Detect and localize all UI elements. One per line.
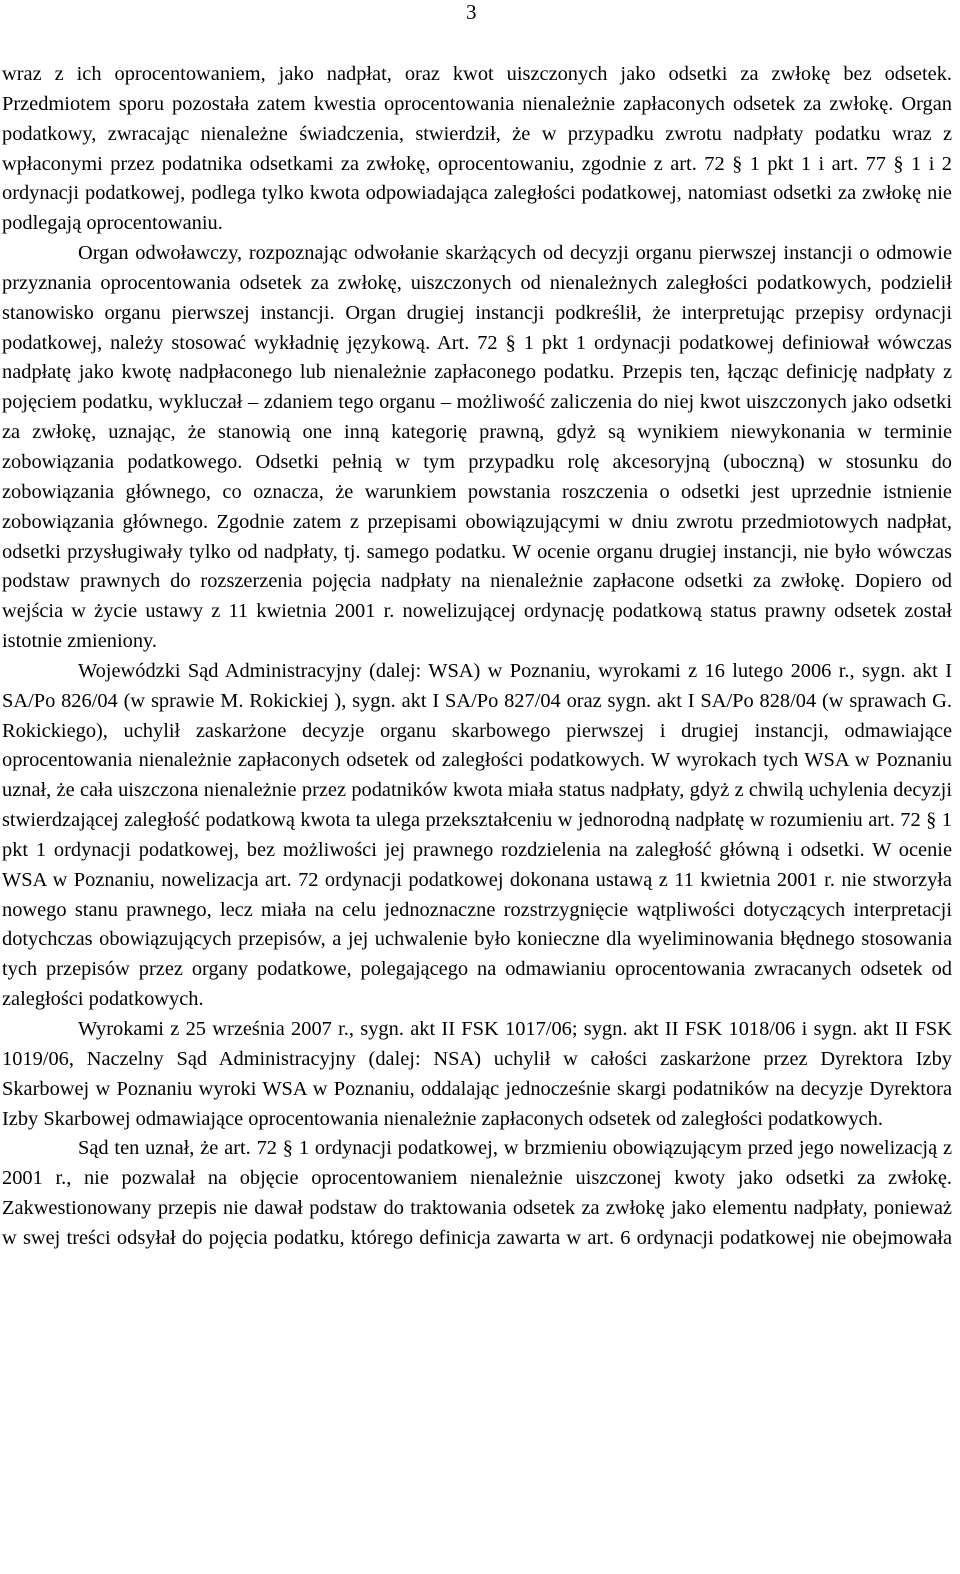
paragraph-5: Sąd ten uznał, że art. 72 § 1 ordynacji podatkowej, w brzmieniu obowiązującym przed jego nowelizacją z 2001 r., nie pozwalał na objęcie oprocentowaniem nienależnie uiszczonej kwoty jako odsetki za zwłokę. Zakwestionowany przepis nie dawał podstaw do traktowania odsetek za zwłokę jako elementu nadpłaty, ponieważ w swej treści odsyłał do pojęcia podatku, którego definicja zawarta w art. 6 ordynacji podatkowej nie obejmowała [2, 1137, 952, 1249]
paragraph-4: Wyrokami z 25 września 2007 r., sygn. akt II FSK 1017/06; sygn. akt II FSK 1018/06 i sygn. akt II FSK 1019/06, Naczelny Sąd Administracyjny (dalej: NSA) uchylił w całości zaskarżone przez Dyrektora Izby Skarbowej w Poznaniu wyroki WSA w Poznaniu, oddalając jednocześnie skargi podatników na decyzje Dyrektora Izby Skarbowej odmawiające oprocentowania nienależnie zapłaconych odsetek od zaległości podatkowych. [2, 1018, 952, 1130]
document-body [2, 60, 952, 1254]
paragraph-1: wraz z ich oprocentowaniem, jako nadpłat, oraz kwot uiszczonych jako odsetki za zwłokę bez odsetek. Przedmiotem sporu pozostała zatem kwestia oprocentowania nienależnie zapłaconych odsetek za zwłokę. Organ podatkowy, zwracając nienależne świadczenia, stwierdził, że w przypadku zwrotu nadpłaty podatku wraz z wpłaconymi przez podatnika odsetkami za zwłokę, oprocentowaniu, zgodnie z art. 72 § 1 pkt 1 i art. 77 § 1 i 2 ordynacji podatkowej, podlega tylko kwota odpowiadająca zaległości podatkowej, natomiast odsetki za zwłokę nie podlegają oprocentowaniu. [2, 63, 952, 235]
page-number: 3 [466, 0, 477, 24]
paragraph-2: Organ odwoławczy, rozpoznając odwołanie skarżących od decyzji organu pierwszej instancji o odmowie przyznania oprocentowania odsetek za zwłokę, uiszczonych od nienależnych zaległości podatkowych, podzielił stanowisko organu pierwszej instancji. Organ drugiej instancji podkreślił, że interpretując przepisy ordynacji podatkowej, należy stosować wykładnię językową. Art. 72 § 1 pkt 1 ordynacji podatkowej definiował wówczas nadpłatę jako kwotę nadpłaconego lub nienależnie zapłaconego podatku. Przepis ten, łącząc definicję nadpłaty z pojęciem podatku, wykluczał – zdaniem tego organu – możliwość zaliczenia do niej kwot uiszczonych jako odsetki za zwłokę, uznając, że stanowią one inną kategorię prawną, gdyż są wynikiem niewykonania w terminie zobowiązania podatkowego. Odsetki pełnią w tym przypadku rolę akcesoryjną (uboczną) w stosunku do zobowiązania głównego, co oznacza, że warunkiem powstania roszczenia o odsetki jest uprzednie istnienie zobowiązania głównego. Zgodnie zatem z przepisami obowiązującymi w dniu zwrotu przedmiotowych nadpłat, odsetki przysługiwały tylko od nadpłaty, tj. samego podatku. W ocenie organu drugiej instancji, nie było wówczas podstaw prawnych do rozszerzenia pojęcia nadpłaty na nienależnie zapłacone odsetki za zwłokę. Dopiero od wejścia w życie ustawy z 11 kwietnia 2001 r. nowelizującej ordynację podatkową status prawny odsetek został istotnie zmieniony. [2, 242, 952, 653]
paragraph-3: Wojewódzki Sąd Administracyjny (dalej: WSA) w Poznaniu, wyrokami z 16 lutego 2006 r., sygn. akt I SA/Po 826/04 (w sprawie M. Rokickiej ), sygn. akt I SA/Po 827/04 oraz sygn. akt I SA/Po 828/04 (w sprawach G. Rokickiego), uchylił zaskarżone decyzje organu skarbowego pierwszej i drugiej instancji, odmawiające oprocentowania nienależnie zapłaconych odsetek od zaległości podatkowych. W wyrokach tych WSA w Poznaniu uznał, że cała uiszczona nienależnie przez podatników kwota miała status nadpłaty, gdyż z chwilą uchylenia decyzji stwierdzającej zaległość podatkową kwota ta ulega przekształceniu w jednorodną nadpłatę w rozumieniu art. 72 § 1 pkt 1 ordynacji podatkowej, bez możliwości jej prawnego rozdzielenia na zaległość główną i odsetki. W ocenie WSA w Poznaniu, nowelizacja art. 72 ordynacji podatkowej dokonana ustawą z 11 kwietnia 2001 r. nie stworzyła nowego stanu prawnego, lecz miała na celu jednoznaczne rozstrzygnięcie wątpliwości dotyczących interpretacji dotychczas obowiązujących przepisów, a jej uchwalenie było konieczne dla wyeliminowania błędnego stosowania tych przepisów przez organy podatkowe, polegającego na odmawianiu oprocentowania zwracanych odsetek od zaległości podatkowych. [2, 659, 952, 1011]
